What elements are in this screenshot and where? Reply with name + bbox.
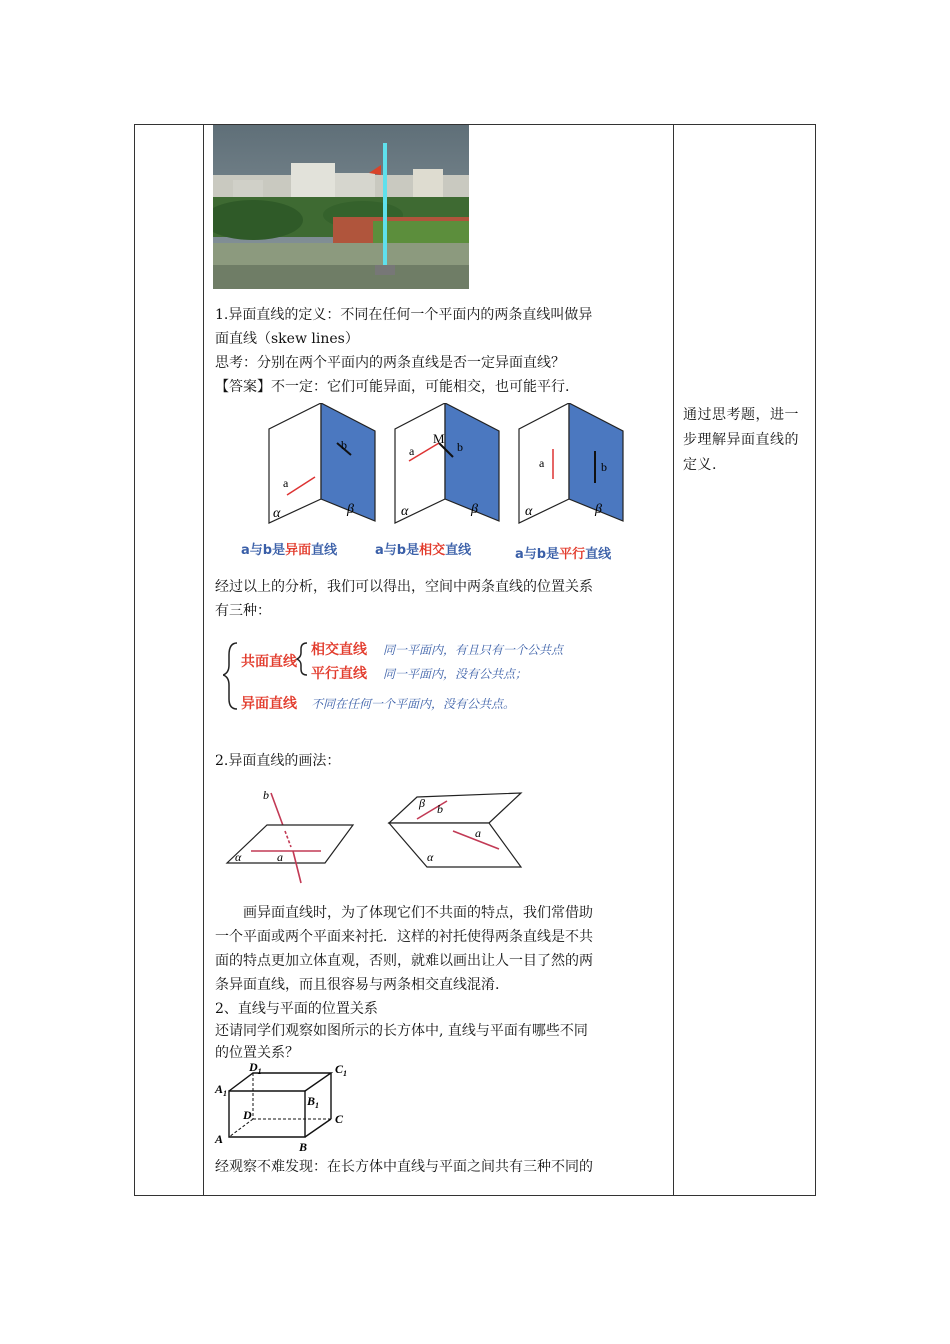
svg-text:A1: $A_1$ xyxy=(215,1082,228,1098)
drawing-figures xyxy=(221,785,541,889)
intersect-desc: 同一平面内，有且只有一个公共点 xyxy=(383,643,564,657)
flagpole-photo xyxy=(213,125,469,293)
skew-label: 异面直线 xyxy=(241,696,297,712)
side-note: 通过思考题，进一步理解异面直线的定义. xyxy=(683,407,799,473)
label-b: b xyxy=(601,460,607,474)
label-alpha: α xyxy=(235,850,242,864)
parallel-label: 平行直线 xyxy=(311,666,367,682)
figure-intersect xyxy=(395,403,499,523)
classification-scheme xyxy=(223,635,663,715)
column-divider xyxy=(673,125,674,1195)
label-beta: β xyxy=(471,502,478,517)
svg-text:C1: $C_1$ xyxy=(335,1062,348,1078)
label-beta: β xyxy=(595,502,602,517)
svg-text:C: C xyxy=(335,1112,344,1126)
question-line1: 还请同学们观察如图所示的长方体中, 直线与平面有哪些不同 xyxy=(215,1023,588,1039)
drawing-para-4: 条异面直线，而且很容易与两条相交直线混淆. xyxy=(215,977,500,993)
label-beta: β xyxy=(419,796,425,810)
intersect-label: 相交直线 xyxy=(311,642,367,658)
label-beta: β xyxy=(347,502,354,517)
caption-intersect: a与b是相交直线 xyxy=(375,543,472,558)
line-plane-title: 2、直线与平面的位置关系 xyxy=(215,1001,378,1017)
parallel-desc: 同一平面内，没有公共点； xyxy=(383,667,528,681)
caption-skew: a与b是异面直线 xyxy=(241,543,338,558)
drawing-para-2: 一个平面或两个平面来衬托．这样的衬托使得两条直线是不共 xyxy=(215,929,593,945)
answer-line xyxy=(215,375,569,399)
label-M: M xyxy=(433,431,445,446)
label-alpha: α xyxy=(525,504,533,519)
plane-figures xyxy=(233,403,633,577)
cuboid-figure xyxy=(213,1061,363,1157)
content-cell xyxy=(213,125,669,1195)
skew-desc: 不同在任何一个平面内，没有公共点。 xyxy=(311,697,516,711)
conclusion-line: 经观察不难发现：在长方体中直线与平面之间共有三种不同的 xyxy=(215,1159,593,1175)
drawing-para-3: 面的特点更加立体直观，否则，就难以画出让人一目了然的两 xyxy=(215,953,593,969)
label-b: b xyxy=(263,788,269,802)
label-a: a xyxy=(283,476,289,490)
label-alpha: α xyxy=(273,506,281,521)
lesson-table xyxy=(134,124,816,1196)
svg-text:B1: $B_1$ xyxy=(307,1094,320,1110)
label-alpha: α xyxy=(427,850,434,864)
label-b: b xyxy=(341,438,347,452)
figure-parallel xyxy=(519,403,623,523)
label-a: a xyxy=(277,850,283,864)
label-a: a xyxy=(475,826,481,840)
answer-text: 不一定：它们可能异面，可能相交，也可能平行. xyxy=(271,379,570,395)
answer-tag: 【答案】 xyxy=(215,379,271,395)
svg-text:D: D xyxy=(243,1108,252,1122)
drawing-title: 2.异面直线的画法： xyxy=(215,753,341,769)
label-alpha: α xyxy=(401,504,409,519)
figure-skew xyxy=(269,403,375,523)
drawing-para-1: 画异面直线时，为了体现它们不共面的特点，我们常借助 xyxy=(243,905,593,921)
label-a: a xyxy=(409,444,415,458)
skew-definition-line1: 1.异面直线的定义：不同在任何一个平面内的两条直线叫做异 xyxy=(215,307,593,323)
skew-definition-line2: 面直线（skew lines） xyxy=(215,331,359,347)
svg-text:A: A xyxy=(215,1132,224,1146)
label-b: b xyxy=(437,802,443,816)
single-plane-figure xyxy=(227,788,353,883)
two-planes-figure xyxy=(389,793,521,867)
think-question: 思考：分别在两个平面内的两条直线是否一定异面直线？ xyxy=(215,355,565,371)
column-divider xyxy=(203,125,204,1195)
question-line2: 的位置关系？ xyxy=(215,1045,299,1061)
svg-text:D1: $D_1$ xyxy=(249,1061,262,1076)
analysis-line2: 有三种： xyxy=(215,603,271,619)
caption-parallel: a与b是平行直线 xyxy=(515,547,612,562)
label-b: b xyxy=(457,440,463,454)
coplanar-label: 共面直线 xyxy=(241,654,297,670)
analysis-line1: 经过以上的分析，我们可以得出，空间中两条直线的位置关系 xyxy=(215,579,593,595)
svg-text:B: B xyxy=(299,1140,308,1153)
label-a: a xyxy=(539,456,545,470)
